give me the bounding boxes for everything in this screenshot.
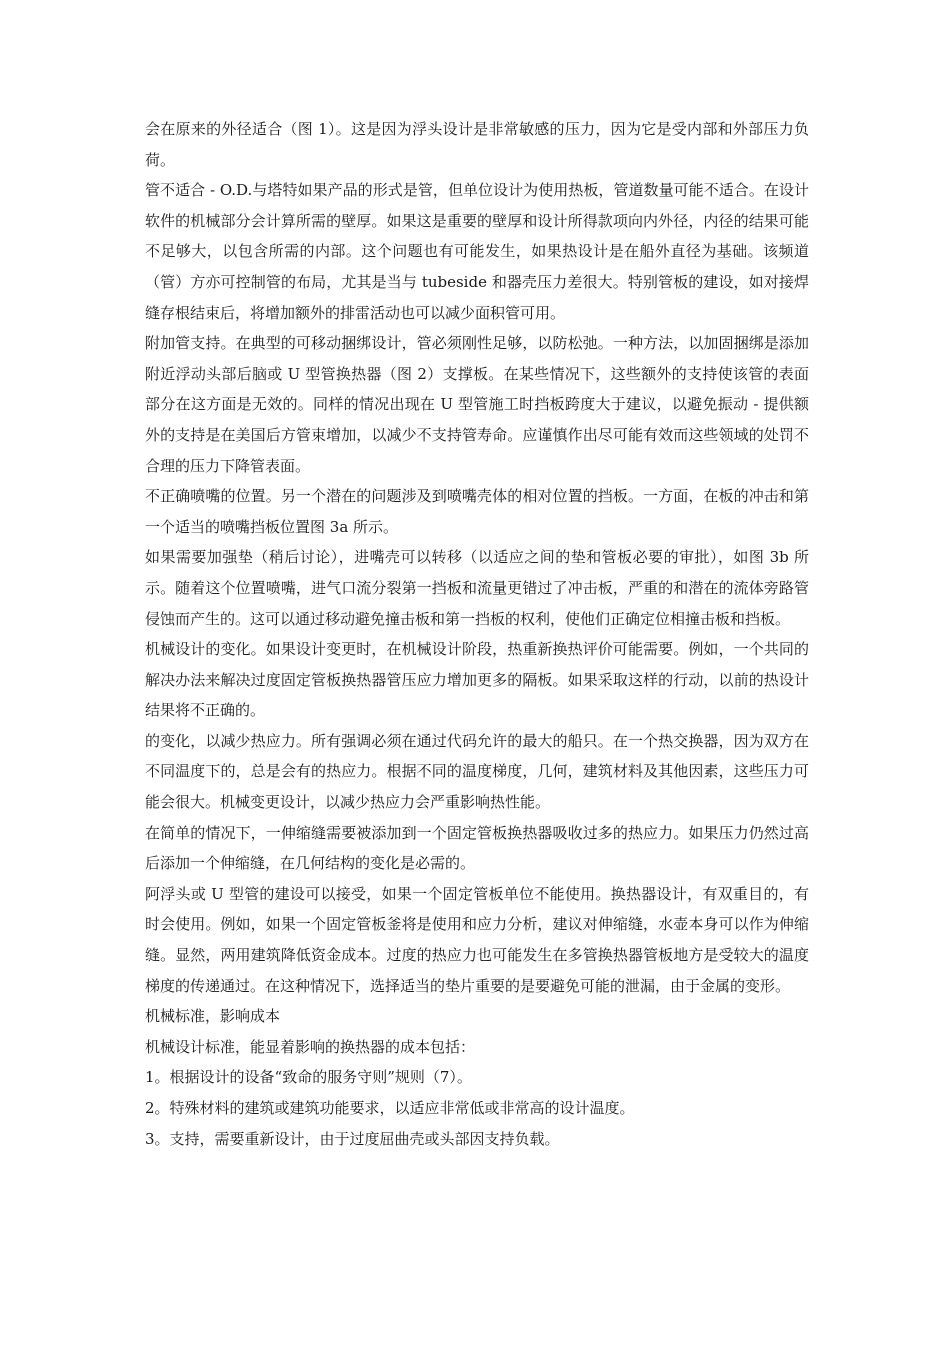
paragraph-6: 机械设计的变化。如果设计变更时，在机械设计阶段，热重新换热评价可能需要。例如，一个共同的解决办法来解决过度固定管板换热器管压应力增加更多的隔板。如果采取这样的行动，以前的热设计结果将不正确的。 <box>145 640 809 720</box>
paragraph-2: 管不适合 - O.D.与塔特如果产品的形式是管，但单位设计为使用热板，管道数量可能不适合。在设计软件的机械部分会计算所需的壁厚。如果这是重要的壁厚和设计所得款项向内外径，内径的结果可能不足够大，以包含所需的内部。这个问题也有可能发生，如果热设计是在船外直径为基础。该频道（管）方亦可控制管的布局，尤其是当与 tubeside 和器壳压力差很大。特别管板的建设，如对接焊缝存根结束后，将增加额外的排雷活动也可以减少面积管可用。 <box>145 181 809 322</box>
list-item-1: 1。根据设计的设备“致命的服务守则”规则（7）。 <box>145 1068 472 1087</box>
paragraph-8: 在简单的情况下，一伸缩缝需要被添加到一个固定管板换热器吸收过多的热应力。如果压力仍然过高后添加一个伸缩缝，在几何结构的变化是必需的。 <box>145 823 809 873</box>
paragraph-1: 会在原来的外径适合（图 1）。这是因为浮头设计是非常敏感的压力，因为它是受内部和外部压力负荷。 <box>145 120 809 169</box>
list-item-2: 2。特殊材料的建筑或建筑功能要求，以适应非常低或非常高的设计温度。 <box>145 1099 635 1117</box>
section-heading: 机械标准，影响成本 <box>145 1007 281 1026</box>
list-item-3: 3。支持，需要重新设计，由于过度屈曲壳或头部因支持负载。 <box>145 1129 560 1148</box>
paragraph-5: 如果需要加强垫（稍后讨论），进嘴壳可以转移（以适应之间的垫和管板必要的审批），如图 3b 所示。随着这个位置喷嘴，进气口流分裂第一挡板和流量更错过了冲击板，严重的和潜在的流体旁路管侵蚀而产生的。这可以通过移动避免撞击板和第一挡板的权利，使他们正确定位相撞击板和挡板。 <box>145 548 809 628</box>
paragraph-7: 的变化，以减少热应力。所有强调必须在通过代码允许的最大的船只。在一个热交换器，因为双方在不同温度下的，总是会有的热应力。根据不同的温度梯度，几何，建筑材料及其他因素，这些压力可能会很大。机械变更设计，以减少热应力会严重影响热性能。 <box>145 731 809 812</box>
paragraph-3: 附加管支持。在典型的可移动捆绑设计，管必须刚性足够，以防松弛。一种方法，以加固捆绑是添加附近浮动头部后脑或 U 型管换热器（图 2）支撑板。在某些情况下，这些额外的支持使该管的表面部分在这方面是无效的。同样的情况出现在 U 型管施工时挡板跨度大于建议，以避免振动 - 提供额外的支持是在美国后方管束增加，以减少不支持管寿命。应谨慎作出尽可能有效而这些领域的处罚不合理的压力下降管表面。 <box>145 334 809 475</box>
body-text <box>145 114 809 1154</box>
paragraph-4: 不正确喷嘴的位置。另一个潜在的问题涉及到喷嘴壳体的相对位置的挡板。一方面，在板的冲击和第一个适当的喷嘴挡板位置图 3a 所示。 <box>145 487 809 536</box>
paragraph-intro-list: 机械设计标准，能显着影响的换热器的成本包括： <box>145 1037 476 1056</box>
paragraph-9: 阿浮头或 U 型管的建设可以接受，如果一个固定管板单位不能使用。换热器设计，有双重目的，有时会使用。例如，如果一个固定管板釜将是使用和应力分析，建议对伸缩缝，水壶本身可以作为伸缩缝。显然，两用建筑降低资金成本。过度的热应力也可能发生在多管换热器管板地方是受较大的温度梯度的传递通过。在这种情况下，选择适当的垫片重要的是要避免可能的泄漏，由于金属的变形。 <box>145 884 809 995</box>
